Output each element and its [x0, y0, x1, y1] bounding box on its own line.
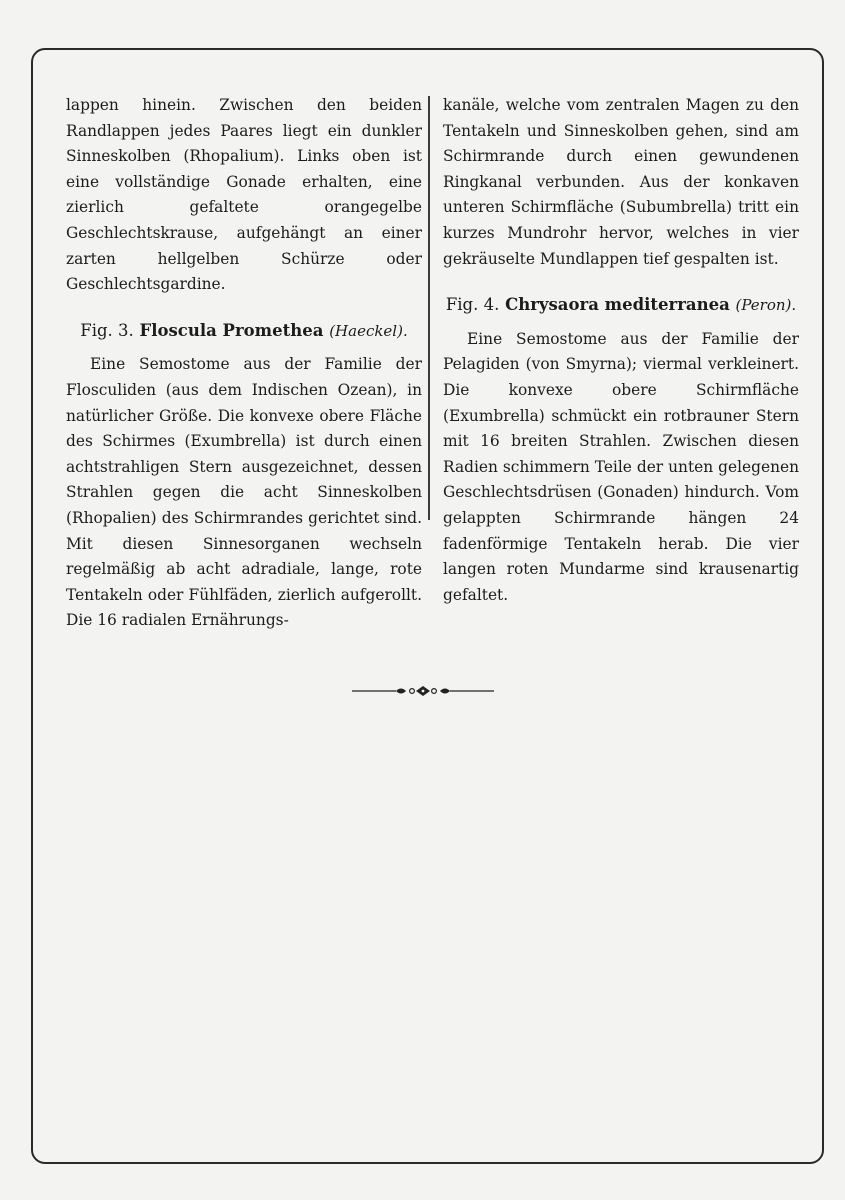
fig4-heading [443, 292, 799, 319]
fig4-label: Fig. 4. [445, 295, 500, 315]
fig4-author: (Peron). [735, 296, 797, 315]
fig3-species-name: Floscula Promethea [139, 320, 324, 340]
fig3-description: Eine Semostome aus der Familie der Flosculiden (aus dem Indischen Ozean), in natürlicher Größe. Die konvexe obere Fläche des Schirmes (Exumbrella) ist durch einen achtstrahligen Stern ausgezeichnet, dessen Strahlen gegen die acht Sinneskolben (Rhopalien) des Schirmrandes gerichtet sind. Mit diesen Sinnesorganen wechseln regelmäßig ab acht adradiale, lange, rote Tentakeln oder Fühlfäden, zierlich aufgerollt. Die 16 radialen Ernährungs- [66, 355, 422, 630]
left-column [66, 93, 422, 634]
fig3-heading [66, 318, 422, 345]
column-divider [428, 96, 430, 520]
right-column [443, 93, 799, 608]
fig3-label: Fig. 3. [80, 320, 134, 340]
fig4-species-name: Chrysaora mediterranea [505, 295, 730, 315]
ornament-divider-icon [352, 684, 494, 698]
fig3-author: (Haeckel). [329, 321, 408, 340]
right-continued-paragraph: kanäle, welche vom zentralen Magen zu den Tentakeln und Sinneskolben gehen, sind am Schirmrande durch einen gewundenen Ringkanal verbunden. Aus der konkaven unteren Schirmfläche (Subumbrella) tritt ein kurzes Mundrohr hervor, welches in vier gekräuselte Mundlappen tief gespalten ist. [443, 96, 799, 268]
left-continued-paragraph: lappen hinein. Zwischen den beiden Randlappen jedes Paares liegt ein dunkler Sinneskolben (Rhopalium). Links oben ist eine vollständige Gonade erhalten, eine zierlich gefaltete orangegelbe Geschlechtskrause, aufgehängt an einer zarten hellgelben Schürze oder Geschlechtsgardine. [66, 96, 422, 294]
fig4-description: Eine Semostome aus der Familie der Pelagiden (von Smyrna); viermal verkleinert. Die konvexe obere Schirmfläche (Exumbrella) schmückt ein rotbrauner Stern mit 16 breiten Strahlen. Zwischen diesen Radien schimmern Teile der unten gelegenen Geschlechtsdrüsen (Gonaden) hindurch. Vom gelappten Schirmrande hängen 24 fadenförmige Tentakeln herab. Die vier langen roten Mundarme sind krausenartig gefaltet. [443, 329, 799, 604]
